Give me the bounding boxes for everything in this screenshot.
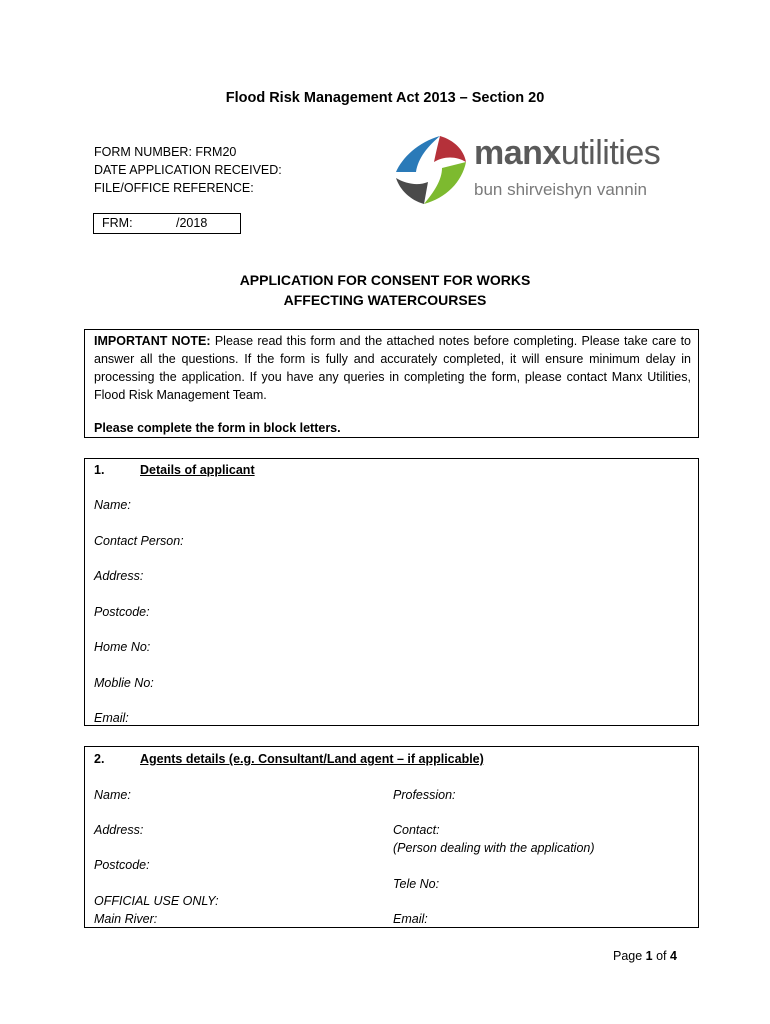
agent-contact-field[interactable]: Contact: bbox=[393, 823, 440, 837]
frm-reference-box bbox=[93, 213, 241, 234]
agent-contact-hint: (Person dealing with the application) bbox=[393, 841, 595, 855]
manx-utilities-swirl-icon bbox=[388, 128, 474, 214]
section-applicant-details bbox=[84, 458, 699, 726]
page-number bbox=[613, 949, 677, 963]
application-title-line2: AFFECTING WATERCOURSES bbox=[283, 292, 487, 308]
official-use-only-label: OFFICIAL USE ONLY: bbox=[94, 894, 219, 908]
section-agent-details bbox=[84, 746, 699, 928]
frm-year: /2018 bbox=[176, 216, 208, 230]
frm-label: FRM: bbox=[102, 216, 133, 230]
manx-utilities-logo bbox=[388, 128, 678, 214]
important-note-box bbox=[84, 329, 699, 438]
document-title: Flood Risk Management Act 2013 – Section 20 bbox=[225, 90, 545, 106]
application-title bbox=[0, 270, 770, 310]
date-received-label: DATE APPLICATION RECEIVED: bbox=[94, 163, 282, 177]
logo-wordmark bbox=[474, 134, 660, 173]
agent-tele-no-field[interactable]: Tele No: bbox=[393, 877, 440, 891]
page-of: of bbox=[652, 949, 670, 963]
logo-subtitle: bun shirveishyn vannin bbox=[474, 180, 647, 199]
application-title-line1: APPLICATION FOR CONSENT FOR WORKS bbox=[239, 272, 531, 288]
form-number: FORM NUMBER: FRM20 bbox=[94, 145, 237, 159]
section1-number: 1. bbox=[94, 463, 105, 477]
applicant-postcode-field[interactable]: Postcode: bbox=[94, 605, 150, 619]
main-river-field[interactable]: Main River: bbox=[94, 912, 158, 926]
section2-number: 2. bbox=[94, 752, 105, 766]
page-prefix: Page bbox=[613, 949, 646, 963]
important-note-body: Please read this form and the attached notes before completing. Please take care to answer all the questions. If the form is fully and accurately completed, it will ensure minimum delay in processing the application. If you have any queries in completing the form, please contact Manx Utilities, Flood Risk Management Team. bbox=[94, 334, 691, 402]
applicant-email-field[interactable]: Email: bbox=[94, 711, 129, 725]
agent-address-field[interactable]: Address: bbox=[94, 823, 144, 837]
form-meta bbox=[94, 143, 282, 197]
applicant-name-field[interactable]: Name: bbox=[94, 498, 131, 512]
applicant-home-no-field[interactable]: Home No: bbox=[94, 640, 151, 654]
block-letters-instruction: Please complete the form in block letters. bbox=[94, 421, 341, 435]
agent-profession-field[interactable]: Profession: bbox=[393, 788, 456, 802]
logo-word-manx: manx bbox=[474, 134, 561, 172]
file-reference-label: FILE/OFFICE REFERENCE: bbox=[94, 181, 254, 195]
logo-word-utilities: utilities bbox=[560, 134, 661, 172]
applicant-address-field[interactable]: Address: bbox=[94, 569, 144, 583]
agent-name-field[interactable]: Name: bbox=[94, 788, 131, 802]
applicant-mobile-no-field[interactable]: Moblie No: bbox=[94, 676, 154, 690]
agent-postcode-field[interactable]: Postcode: bbox=[94, 858, 150, 872]
important-note-text bbox=[94, 332, 691, 404]
important-note-label: IMPORTANT NOTE: bbox=[94, 334, 211, 348]
section2-heading: Agents details (e.g. Consultant/Land agent – if applicable) bbox=[140, 752, 484, 766]
applicant-contact-person-field[interactable]: Contact Person: bbox=[94, 534, 184, 548]
page-current: 1 bbox=[645, 949, 653, 963]
page-total: 4 bbox=[670, 949, 677, 963]
section1-heading: Details of applicant bbox=[140, 463, 255, 477]
agent-email-field[interactable]: Email: bbox=[393, 912, 428, 926]
